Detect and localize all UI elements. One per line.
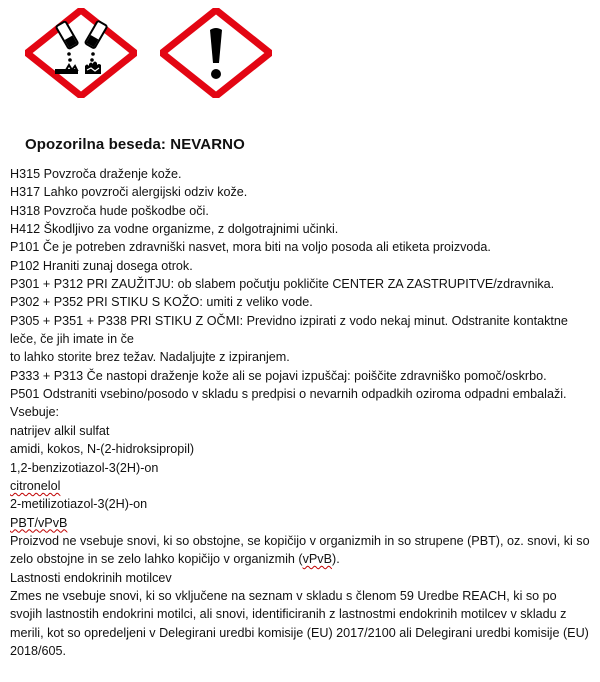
ingredient-item <box>10 477 592 495</box>
pbt-text-part: Proizvod ne vsebuje snovi, ki so obstojne, se kopičijo v organizmih in so strupene (PBT), oz. snovi, ki so zelo obstojne in se zelo lahko kopičijo v organizmih ( <box>10 533 590 567</box>
contents-heading: Vsebuje: <box>10 405 60 420</box>
corrosion-pictogram-icon <box>25 8 137 98</box>
ingredient-item: amidi, kokos, N-(2-hidroksipropil) <box>10 442 195 457</box>
pbt-heading <box>10 514 592 532</box>
statement-line: H317 Lahko povzroči alergijski odziv kože. <box>10 185 248 200</box>
statement-line: P101 Če je potreben zdravniški nasvet, mora biti na voljo posoda ali etiketa proizvoda. <box>10 240 491 255</box>
statement-line: H318 Povzroča hude poškodbe oči. <box>10 203 209 218</box>
endocrine-paragraph: Zmes ne vsebuje snovi, ki so vključene na seznam v skladu s členom 59 Uredbe REACH, ki so po svojih lastnostih endokrini motilci, ali snovi, identificiranih z lastnostmi endokrinih motilcev v skladu z merili, kot so opredeljeni v Delegirani uredbi komisije (EU) 2017/2100 ali Delegirani uredbi komisije (EU) 2018/605. <box>10 588 589 658</box>
label-text <box>10 165 592 660</box>
ingredient-name: citronelol <box>10 478 61 493</box>
ingredient-item: natrijev alkil sulfat <box>10 423 110 438</box>
endocrine-heading: Lastnosti endokrinih motilcev <box>10 570 172 585</box>
statement-line: P501 Odstraniti vsebino/posodo v skladu s predpisi o nevarnih odpadkih oziroma odpadni embalaži. <box>10 387 567 402</box>
signal-word: Opozorilna beseda: NEVARNO <box>25 136 245 153</box>
ingredient-item: 1,2-benzizotiazol-3(2H)-on <box>10 460 159 475</box>
pbt-term: vPvB <box>302 552 333 567</box>
exclamation-mark-pictogram-icon <box>160 8 272 98</box>
statement-line: to lahko storite brez težav. Nadaljujte z izpiranjem. <box>10 350 290 365</box>
statement-line: P102 Hraniti zunaj dosega otrok. <box>10 258 193 273</box>
statement-line: P333 + P313 Če nastopi draženje kože ali se pojavi izpuščaj: poiščite zdravniško pomoč/oskrbo. <box>10 368 547 383</box>
pbt-paragraph <box>10 532 592 569</box>
statement-line: P302 + P352 PRI STIKU S KOŽO: umiti z veliko vode. <box>10 295 313 310</box>
ingredient-item: 2-metilizotiazol-3(2H)-on <box>10 497 148 512</box>
statement-line: P301 + P312 PRI ZAUŽITJU: ob slabem počutju pokličite CENTER ZA ZASTRUPITVE/zdravnika. <box>10 277 555 292</box>
pbt-heading-text: PBT/vPvB <box>10 515 68 530</box>
statement-line: H412 Škodljivo za vodne organizme, z dolgotrajnimi učinki. <box>10 222 339 237</box>
pbt-text-end: ). <box>332 552 340 567</box>
statement-line: H315 Povzroča draženje kože. <box>10 167 182 181</box>
statement-line: P305 + P351 + P338 PRI STIKU Z OČMI: Previdno izpirati z vodo nekaj minut. Odstranite kontaktne leče, če jih imate in če <box>10 313 568 347</box>
